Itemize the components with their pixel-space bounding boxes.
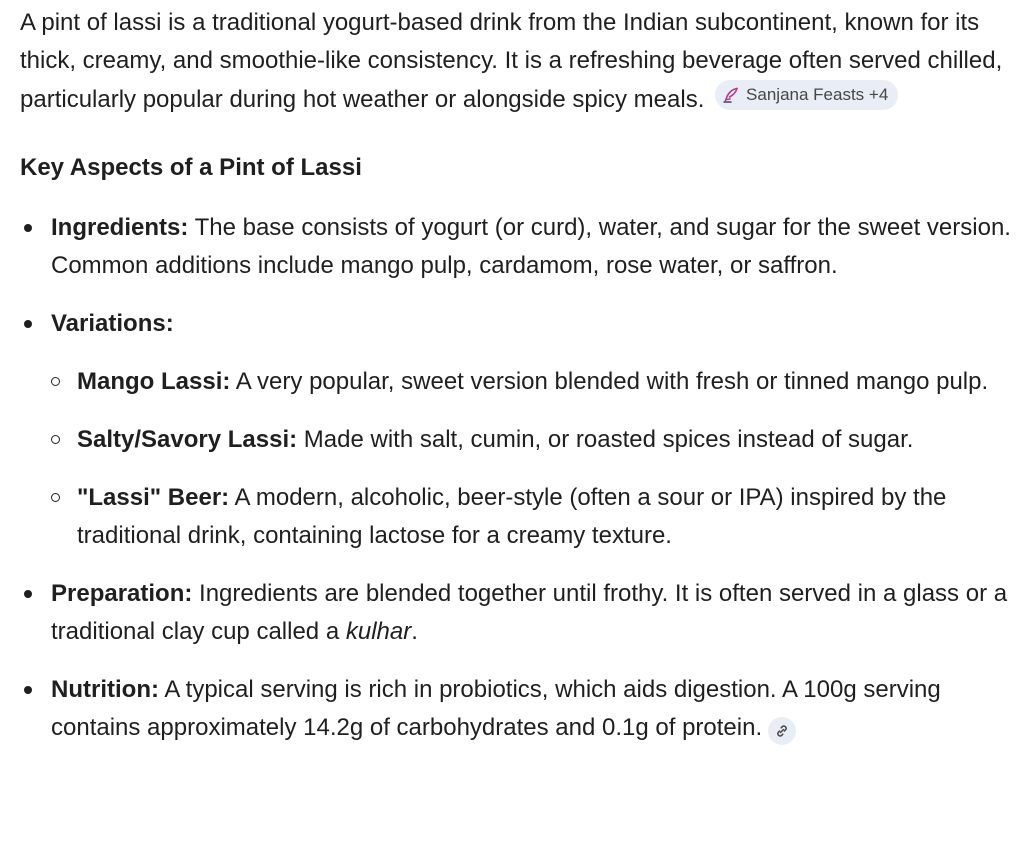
subitem-label: Mango Lassi:	[77, 368, 231, 395]
item-text: A typical serving is rich in probiotics, which aids digestion. A 100g serving contains approximately 14.2g of carbohydrates and 0.1g of protein.	[51, 676, 941, 741]
sublist-item-salty-lassi	[46, 421, 1015, 459]
subitem-label: Salty/Savory Lassi:	[77, 426, 298, 453]
list-item-nutrition	[20, 671, 1015, 747]
item-text-end: .	[411, 618, 418, 645]
intro-paragraph	[20, 4, 1010, 119]
item-label: Nutrition:	[51, 676, 159, 703]
feather-pen-icon	[722, 86, 740, 104]
item-text: Ingredients are blended together until frothy. It is often served in a glass or a traditional clay cup called a	[51, 580, 1008, 645]
link-icon[interactable]	[768, 717, 796, 745]
sublist-item-mango-lassi	[46, 363, 1015, 401]
item-label: Preparation:	[51, 580, 193, 607]
section-heading: Key Aspects of a Pint of Lassi	[20, 154, 362, 181]
item-label: Ingredients:	[51, 214, 189, 241]
list-item-ingredients	[20, 209, 1015, 285]
subitem-text: A modern, alcoholic, beer-style (often a sour or IPA) inspired by the traditional drink, containing lactose for a creamy texture.	[77, 484, 947, 549]
source-chip-label: Sanjana Feasts +4	[746, 85, 889, 104]
source-chip[interactable]	[715, 80, 898, 110]
variations-sublist	[46, 363, 1015, 555]
intro-text: A pint of lassi is a traditional yogurt-based drink from the Indian subcontinent, known for its thick, creamy, and smoothie-like consistency. It is a refreshing beverage often served chilled, particularly popular during hot weather or alongside spicy meals.	[20, 9, 1003, 113]
subitem-text: Made with salt, cumin, or roasted spices instead of sugar.	[297, 426, 914, 453]
list-item-variations	[20, 305, 1015, 555]
subitem-label: "Lassi" Beer:	[77, 484, 230, 511]
item-text: The base consists of yogurt (or curd), water, and sugar for the sweet version. Common additions include mango pulp, cardamom, rose water, or saffron.	[51, 214, 1011, 279]
subitem-text: A very popular, sweet version blended with fresh or tinned mango pulp.	[230, 368, 989, 395]
item-italic-term: kulhar	[345, 618, 412, 645]
sublist-item-lassi-beer	[46, 479, 1015, 555]
key-aspects-list	[20, 209, 1015, 747]
list-item-preparation	[20, 575, 1015, 651]
item-label: Variations:	[51, 310, 174, 337]
